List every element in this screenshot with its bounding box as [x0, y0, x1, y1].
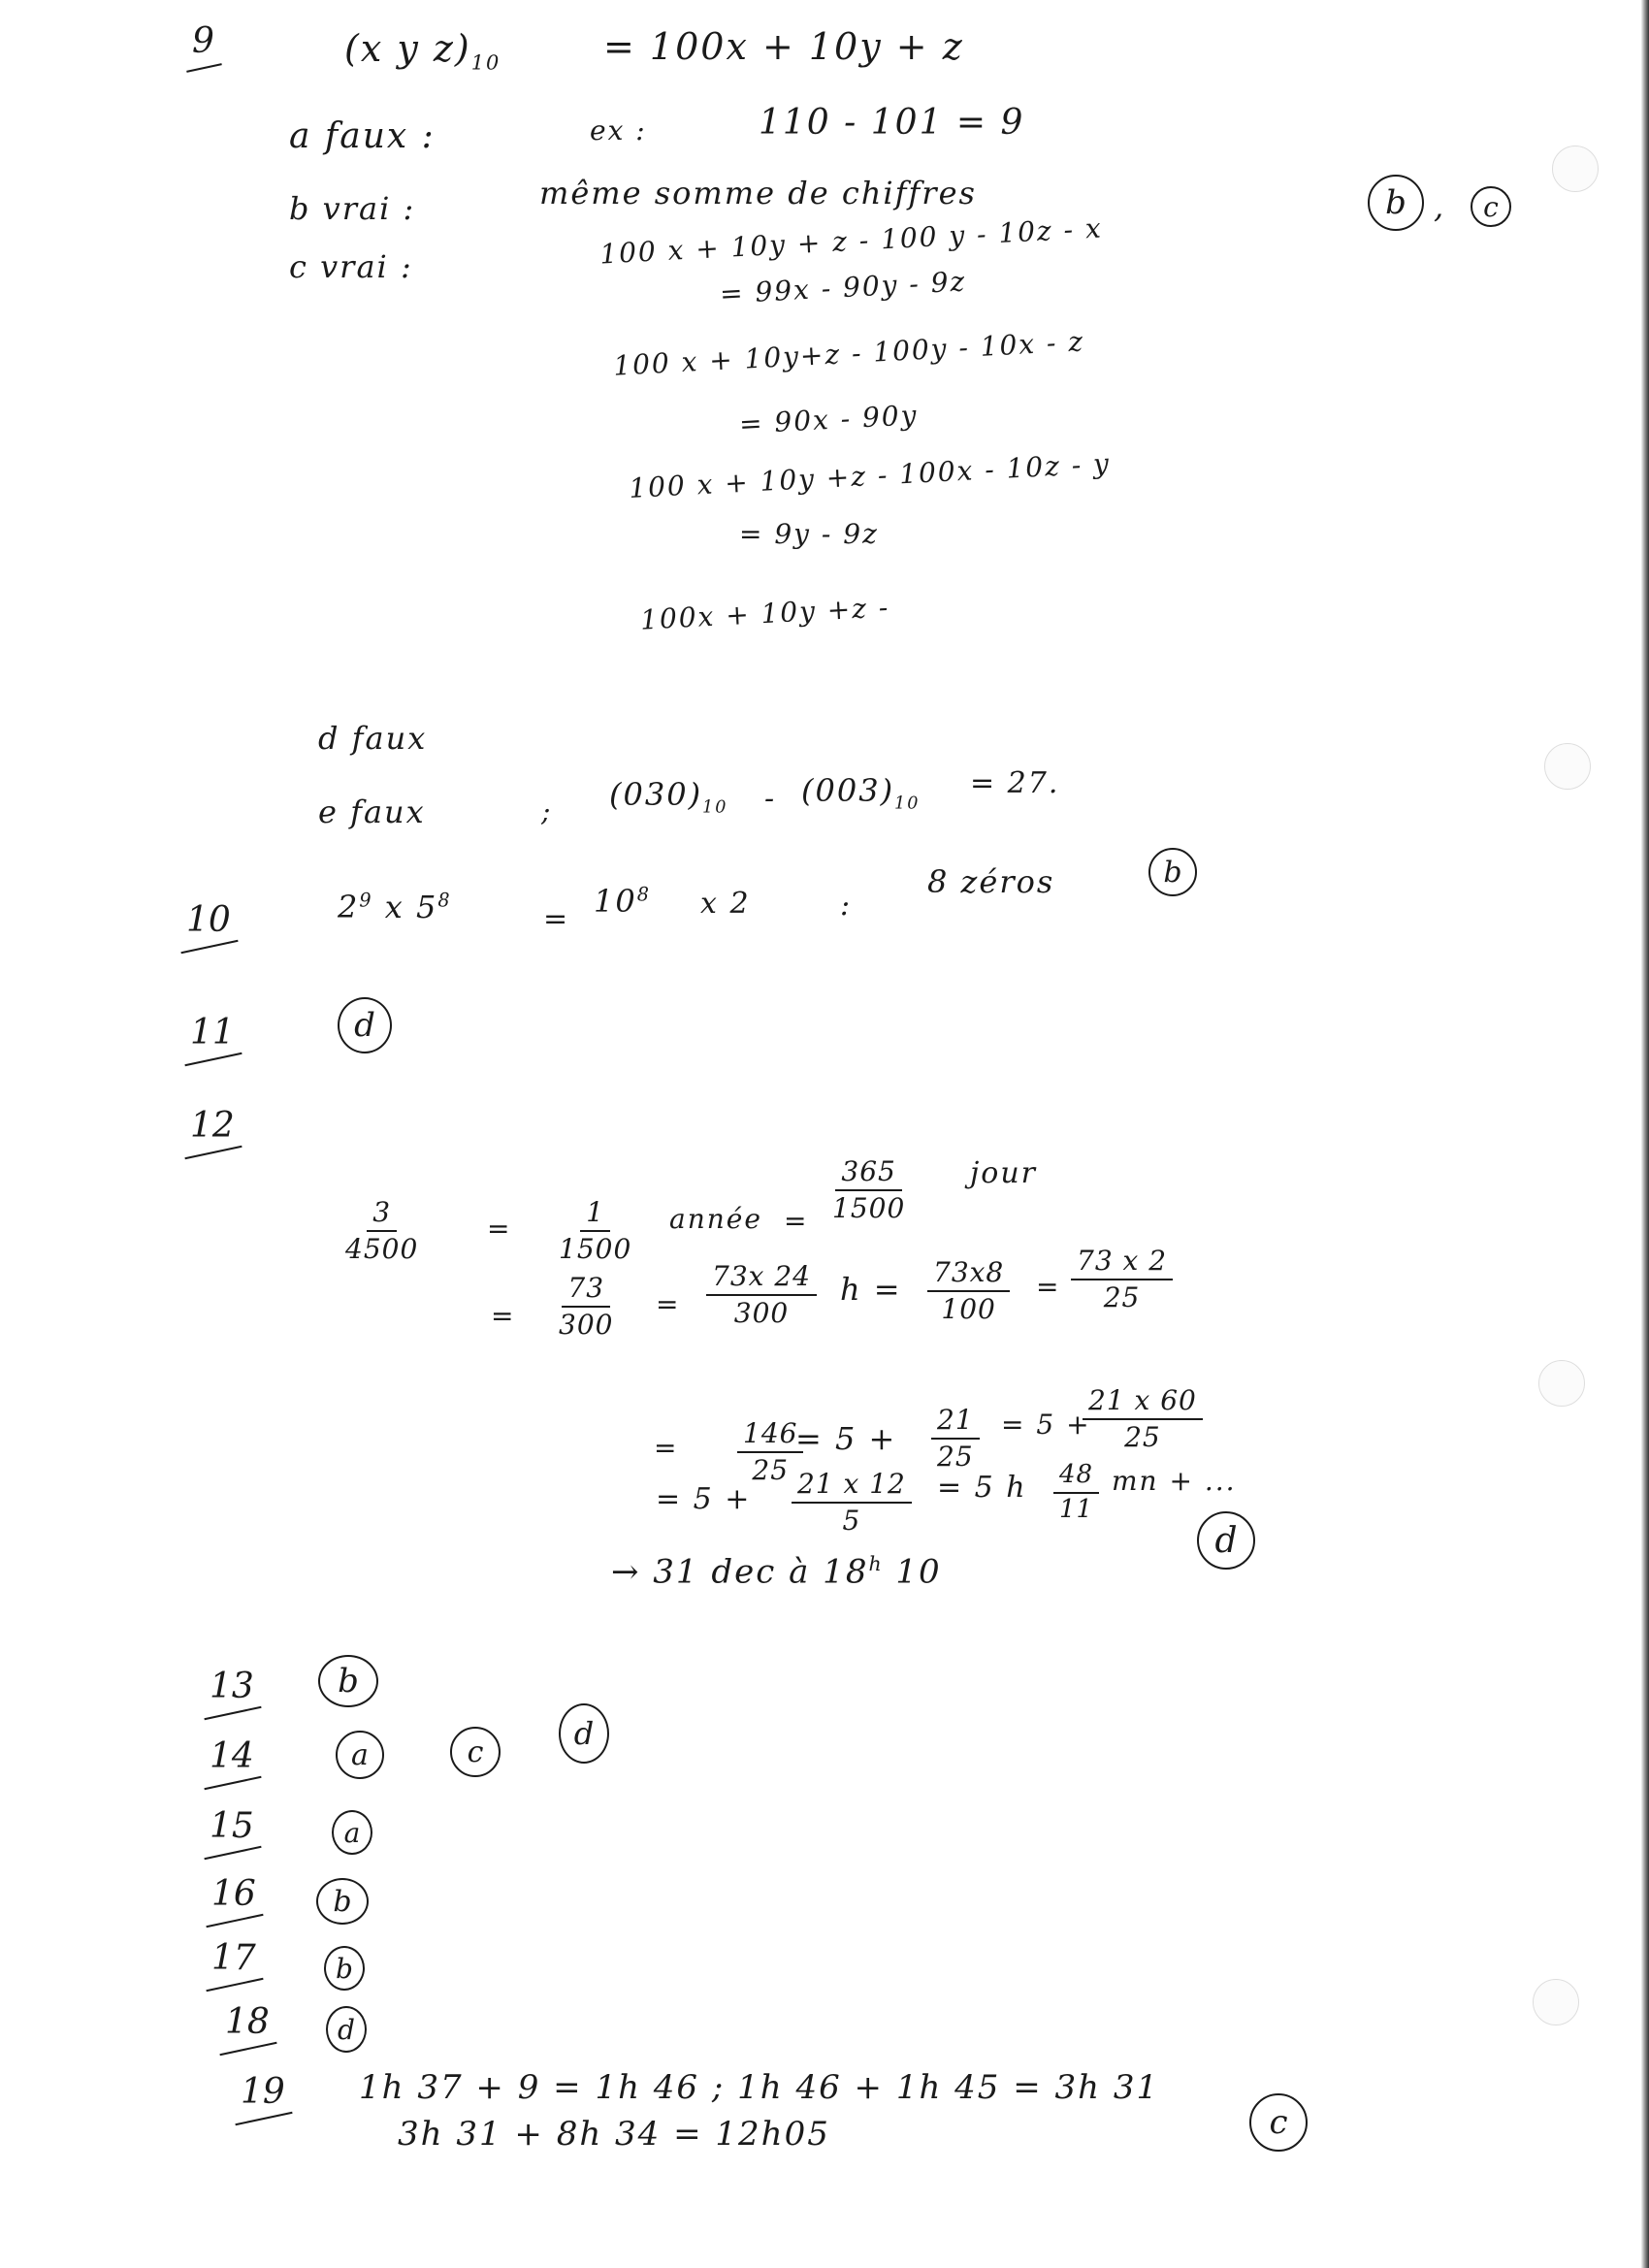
- q10-base-2: 2: [338, 889, 360, 925]
- q12-fraction-10: [1083, 1385, 1203, 1453]
- q9-a-calc: 110 - 101 = 9: [759, 103, 1025, 143]
- q12-fraction-7-den: 25: [1103, 1281, 1141, 1314]
- q12-equals-6: =: [654, 1432, 679, 1464]
- q12-equals-9: = 5 +: [656, 1482, 752, 1516]
- q19-line-2: 3h 31 + 8h 34 = 12h05: [398, 2115, 830, 2154]
- q12-fraction-3: [832, 1156, 905, 1224]
- q12-result-hour-unit: h: [868, 1552, 884, 1575]
- q9-e-part2-base: 10: [894, 794, 921, 814]
- q12-fraction-10-num: 21 x 60: [1083, 1385, 1203, 1420]
- q9-c-line7: 100x + 10y +z -: [639, 591, 891, 636]
- q12-result-minutes: 10: [895, 1552, 942, 1592]
- q9-header-base: 10: [470, 50, 501, 75]
- q10-base-10: 10: [594, 883, 637, 920]
- q12-equals-1: =: [487, 1213, 512, 1245]
- question-number-12: 12: [190, 1106, 235, 1146]
- q14-answer-circle-a: a: [336, 1731, 384, 1779]
- q9-e-part2: [801, 772, 920, 813]
- q12-fraction-7: [1071, 1246, 1173, 1313]
- q12-fraction-1: [345, 1197, 418, 1265]
- q12-fraction-9: [931, 1405, 980, 1473]
- q9-c-line1: 100 x + 10y + z - 100 y - 10z - x: [598, 211, 1104, 271]
- q12-result-date: → 31 dec à 18: [611, 1552, 869, 1592]
- q17-answer-circle: b: [324, 1946, 365, 1991]
- question-number-19: 19: [241, 2072, 285, 2112]
- q12-equals-5: =: [1036, 1271, 1061, 1303]
- q9-b-line: b vrai :: [289, 190, 416, 227]
- q12-fraction-9-num: 21: [931, 1405, 980, 1440]
- q14-answer-circle-d: d: [559, 1703, 609, 1764]
- q10-power-of-ten: [594, 883, 651, 920]
- q9-e-minus: -: [764, 782, 777, 816]
- question-number-10: 10: [186, 900, 231, 940]
- q9-header: [344, 27, 501, 75]
- q9-c-line6: = 9y - 9z: [739, 518, 879, 550]
- q12-fraction-4-num: 73: [562, 1273, 610, 1308]
- q9-a-ex: ex :: [590, 114, 647, 146]
- q12-fraction-2-num: 1: [580, 1197, 610, 1232]
- q12-fraction-1-den: 4500: [345, 1233, 419, 1266]
- q12-fraction-11: [792, 1469, 912, 1537]
- q12-fraction-6-den: 100: [941, 1293, 996, 1326]
- q18-answer-circle: d: [326, 2006, 367, 2053]
- q12-fraction-9-den: 25: [937, 1441, 974, 1474]
- q9-answer-separator: ,: [1434, 188, 1446, 225]
- q9-answer-circle-c: c: [1471, 186, 1511, 227]
- punch-hole: [1533, 1979, 1579, 2025]
- q12-result: [611, 1552, 942, 1591]
- q10-exponent-c: 8: [636, 883, 651, 906]
- q12-fraction-3-den: 1500: [832, 1192, 906, 1225]
- q12-fraction-12-num: 48: [1053, 1461, 1099, 1494]
- q10-times-5: x 5: [384, 889, 438, 925]
- q11-answer-circle: d: [338, 997, 392, 1053]
- q9-c-line2: = 99x - 90y - 9z: [719, 265, 968, 310]
- q12-fraction-4-den: 300: [559, 1309, 614, 1342]
- q12-equals-4: =: [656, 1288, 681, 1320]
- q9-d-line: d faux: [318, 720, 428, 757]
- q9-header-digits: (x y z): [344, 27, 471, 70]
- q12-tail: mn + ...: [1112, 1465, 1237, 1497]
- q9-a-line: a faux :: [289, 116, 436, 156]
- q12-fraction-11-num: 21 x 12: [792, 1469, 912, 1504]
- q10-lhs: [338, 889, 452, 925]
- q10-result: 8 zéros: [927, 863, 1055, 900]
- q9-e-result: = 27.: [970, 766, 1060, 800]
- q12-fraction-6-num: 73x8: [927, 1257, 1010, 1292]
- q9-c-line4: = 90x - 90y: [738, 399, 920, 440]
- q12-unit-annee: année: [669, 1203, 762, 1235]
- q9-e-part1-digits: (030): [609, 776, 703, 813]
- q9-c-line: c vrai :: [289, 248, 413, 285]
- q14-answer-circle-c: c: [450, 1727, 501, 1777]
- q10-exponent-b: 8: [437, 889, 452, 912]
- q12-equals-8: = 5 +: [1001, 1409, 1091, 1441]
- q12-equals-10: = 5 h: [937, 1471, 1027, 1505]
- question-number-17: 17: [211, 1938, 256, 1978]
- q12-fraction-11-den: 5: [842, 1505, 861, 1538]
- q9-header-rhs: = 100x + 10y + z: [603, 25, 964, 68]
- q12-fraction-3-num: 365: [835, 1156, 901, 1191]
- q12-answer-circle: d: [1197, 1511, 1255, 1570]
- punch-hole: [1538, 1360, 1585, 1407]
- question-number-14: 14: [210, 1736, 254, 1776]
- q10-equals: =: [543, 902, 570, 936]
- q12-fraction-6: [927, 1257, 1010, 1325]
- q16-answer-circle: b: [316, 1878, 369, 1925]
- q12-fraction-10-den: 25: [1124, 1421, 1161, 1454]
- q10-exponent-a: 9: [359, 889, 373, 912]
- q12-fraction-5: [706, 1261, 817, 1329]
- q19-line-1: 1h 37 + 9 = 1h 46 ; 1h 46 + 1h 45 = 3h 31: [359, 2068, 1160, 2107]
- q12-fraction-1-num: 3: [367, 1197, 397, 1232]
- q12-fraction-12: [1053, 1461, 1099, 1525]
- q12-fraction-2: [559, 1197, 631, 1265]
- q12-fraction-5-num: 73x 24: [706, 1261, 817, 1296]
- q12-fraction-2-den: 1500: [559, 1233, 632, 1266]
- question-number-16: 16: [211, 1874, 256, 1914]
- q13-answer-circle: b: [318, 1655, 378, 1707]
- q9-e-part2-digits: (003): [801, 772, 895, 809]
- q12-fraction-8-den: 25: [752, 1454, 790, 1487]
- q9-e-part1-base: 10: [702, 797, 728, 818]
- q9-b-text: même somme de chiffres: [539, 175, 977, 211]
- q15-answer-circle: a: [332, 1810, 372, 1855]
- q12-equals-3: =: [491, 1300, 516, 1332]
- q10-times-2: x 2: [700, 887, 751, 921]
- q9-e-part1: [609, 776, 728, 817]
- q12-fraction-5-den: 300: [733, 1297, 790, 1330]
- question-number-13: 13: [210, 1667, 254, 1706]
- question-number-15: 15: [210, 1806, 254, 1846]
- q10-answer-circle: b: [1148, 848, 1197, 896]
- q10-separator: :: [840, 889, 853, 923]
- q19-answer-circle: c: [1249, 2093, 1308, 2152]
- q12-fraction-8-num: 146: [737, 1418, 803, 1453]
- q12-equals-2: =: [784, 1205, 809, 1237]
- punch-hole: [1544, 743, 1591, 790]
- scan-edge: [1641, 0, 1649, 2268]
- question-number-18: 18: [225, 2002, 270, 2042]
- q12-fraction-7-num: 73 x 2: [1071, 1246, 1173, 1280]
- q9-e-line: e faux: [318, 794, 426, 830]
- q12-fraction-12-den: 11: [1059, 1494, 1094, 1524]
- punch-hole: [1552, 146, 1599, 192]
- q9-answer-circle-b: b: [1368, 175, 1424, 231]
- q9-c-line5: 100 x + 10y +z - 100x - 10z - y: [628, 447, 1112, 504]
- q12-fraction-4: [559, 1273, 613, 1341]
- question-number-9: 9: [192, 21, 214, 61]
- q9-c-line3: 100 x + 10y+z - 100y - 10x - z: [612, 325, 1085, 382]
- q12-unit-jour: jour: [970, 1156, 1038, 1190]
- q9-e-separator: ;: [541, 795, 553, 827]
- q12-unit-h: h =: [840, 1271, 902, 1308]
- question-number-11: 11: [190, 1013, 235, 1053]
- q12-equals-7: = 5 +: [795, 1420, 897, 1457]
